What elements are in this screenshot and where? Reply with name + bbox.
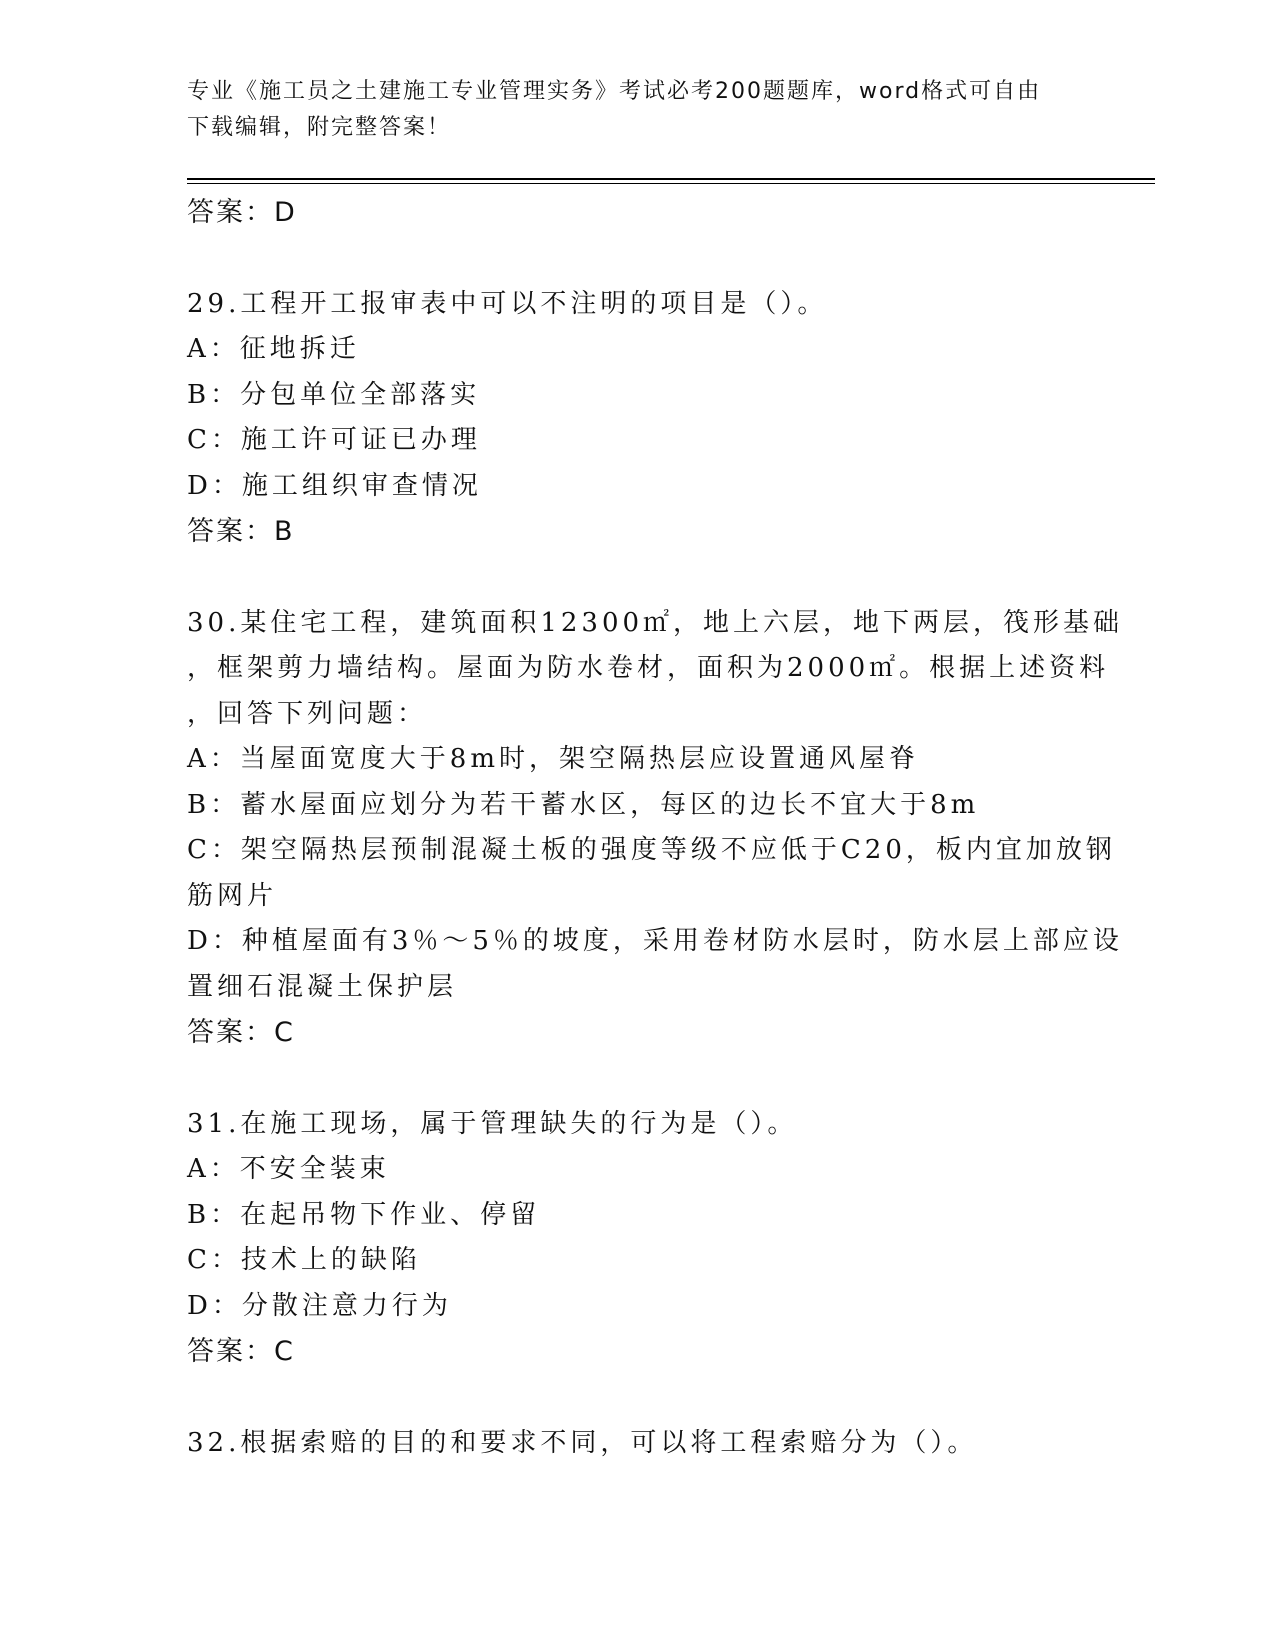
option-d: D：施工组织审查情况 [187, 470, 482, 501]
option-b: B：蓄水屋面应划分为若干蓄水区，每区的边长不宜大于8m [187, 789, 980, 820]
option-a: A：不安全装束 [187, 1154, 390, 1184]
question-31 [187, 1102, 1087, 1375]
question-list [187, 190, 1124, 1466]
question-stem: ，回答下列问题： [187, 698, 428, 729]
option-c: C：施工许可证已办理 [187, 425, 481, 455]
header-line-2: 下载编辑，附完整答案！ [187, 115, 452, 140]
option-a: A：征地拆迁 [187, 334, 360, 364]
question-stem: 31.在施工现场，属于管理缺失的行为是（）。 [187, 1108, 798, 1139]
question-stem: 30.某住宅工程，建筑面积12300㎡，地上六层，地下两层，筏形基础 [187, 607, 1124, 638]
answer-label: 答案：B [187, 516, 295, 547]
option-c: C：架空隔热层预制混凝土板的强度等级不应低于C20，板内宜加放钢 [187, 835, 1116, 865]
answer-q28: 答案：D [187, 197, 297, 228]
spacer [187, 555, 1087, 601]
question-stem: 29.工程开工报审表中可以不注明的项目是（）。 [187, 288, 828, 319]
answer-label: 答案：C [187, 1336, 295, 1367]
document-header [187, 74, 1087, 146]
question-32 [187, 1421, 1087, 1467]
spacer [187, 236, 1087, 282]
question-stem: ，框架剪力墙结构。屋面为防水卷材，面积为2000㎡。根据上述资料 [187, 653, 1110, 683]
option-b: B：在起吊物下作业、停留 [187, 1199, 541, 1230]
option-d: 置细石混凝土保护层 [187, 971, 458, 1002]
option-c: 筋网片 [187, 880, 278, 911]
header-divider-thin [187, 183, 1155, 184]
header-divider-thick [187, 178, 1155, 180]
option-d: D：分散注意力行为 [187, 1290, 452, 1321]
option-c: C：技术上的缺陷 [187, 1245, 421, 1275]
header-line-1: 专业《施工员之土建施工专业管理实务》考试必考200题题库，word格式可自由 [187, 79, 1042, 104]
option-b: B：分包单位全部落实 [187, 379, 481, 410]
question-stem: 32.根据索赔的目的和要求不同，可以将工程索赔分为（）。 [187, 1427, 978, 1458]
spacer [187, 1056, 1087, 1102]
spacer [187, 1375, 1087, 1421]
option-d: D：种植屋面有3％～5％的坡度，采用卷材防水层时，防水层上部应设 [187, 926, 1123, 956]
question-29 [187, 282, 1087, 555]
question-30 [187, 601, 1124, 1056]
option-a: A：当屋面宽度大于8m时，架空隔热层应设置通风屋脊 [187, 744, 919, 774]
answer-label: 答案：C [187, 1017, 295, 1048]
